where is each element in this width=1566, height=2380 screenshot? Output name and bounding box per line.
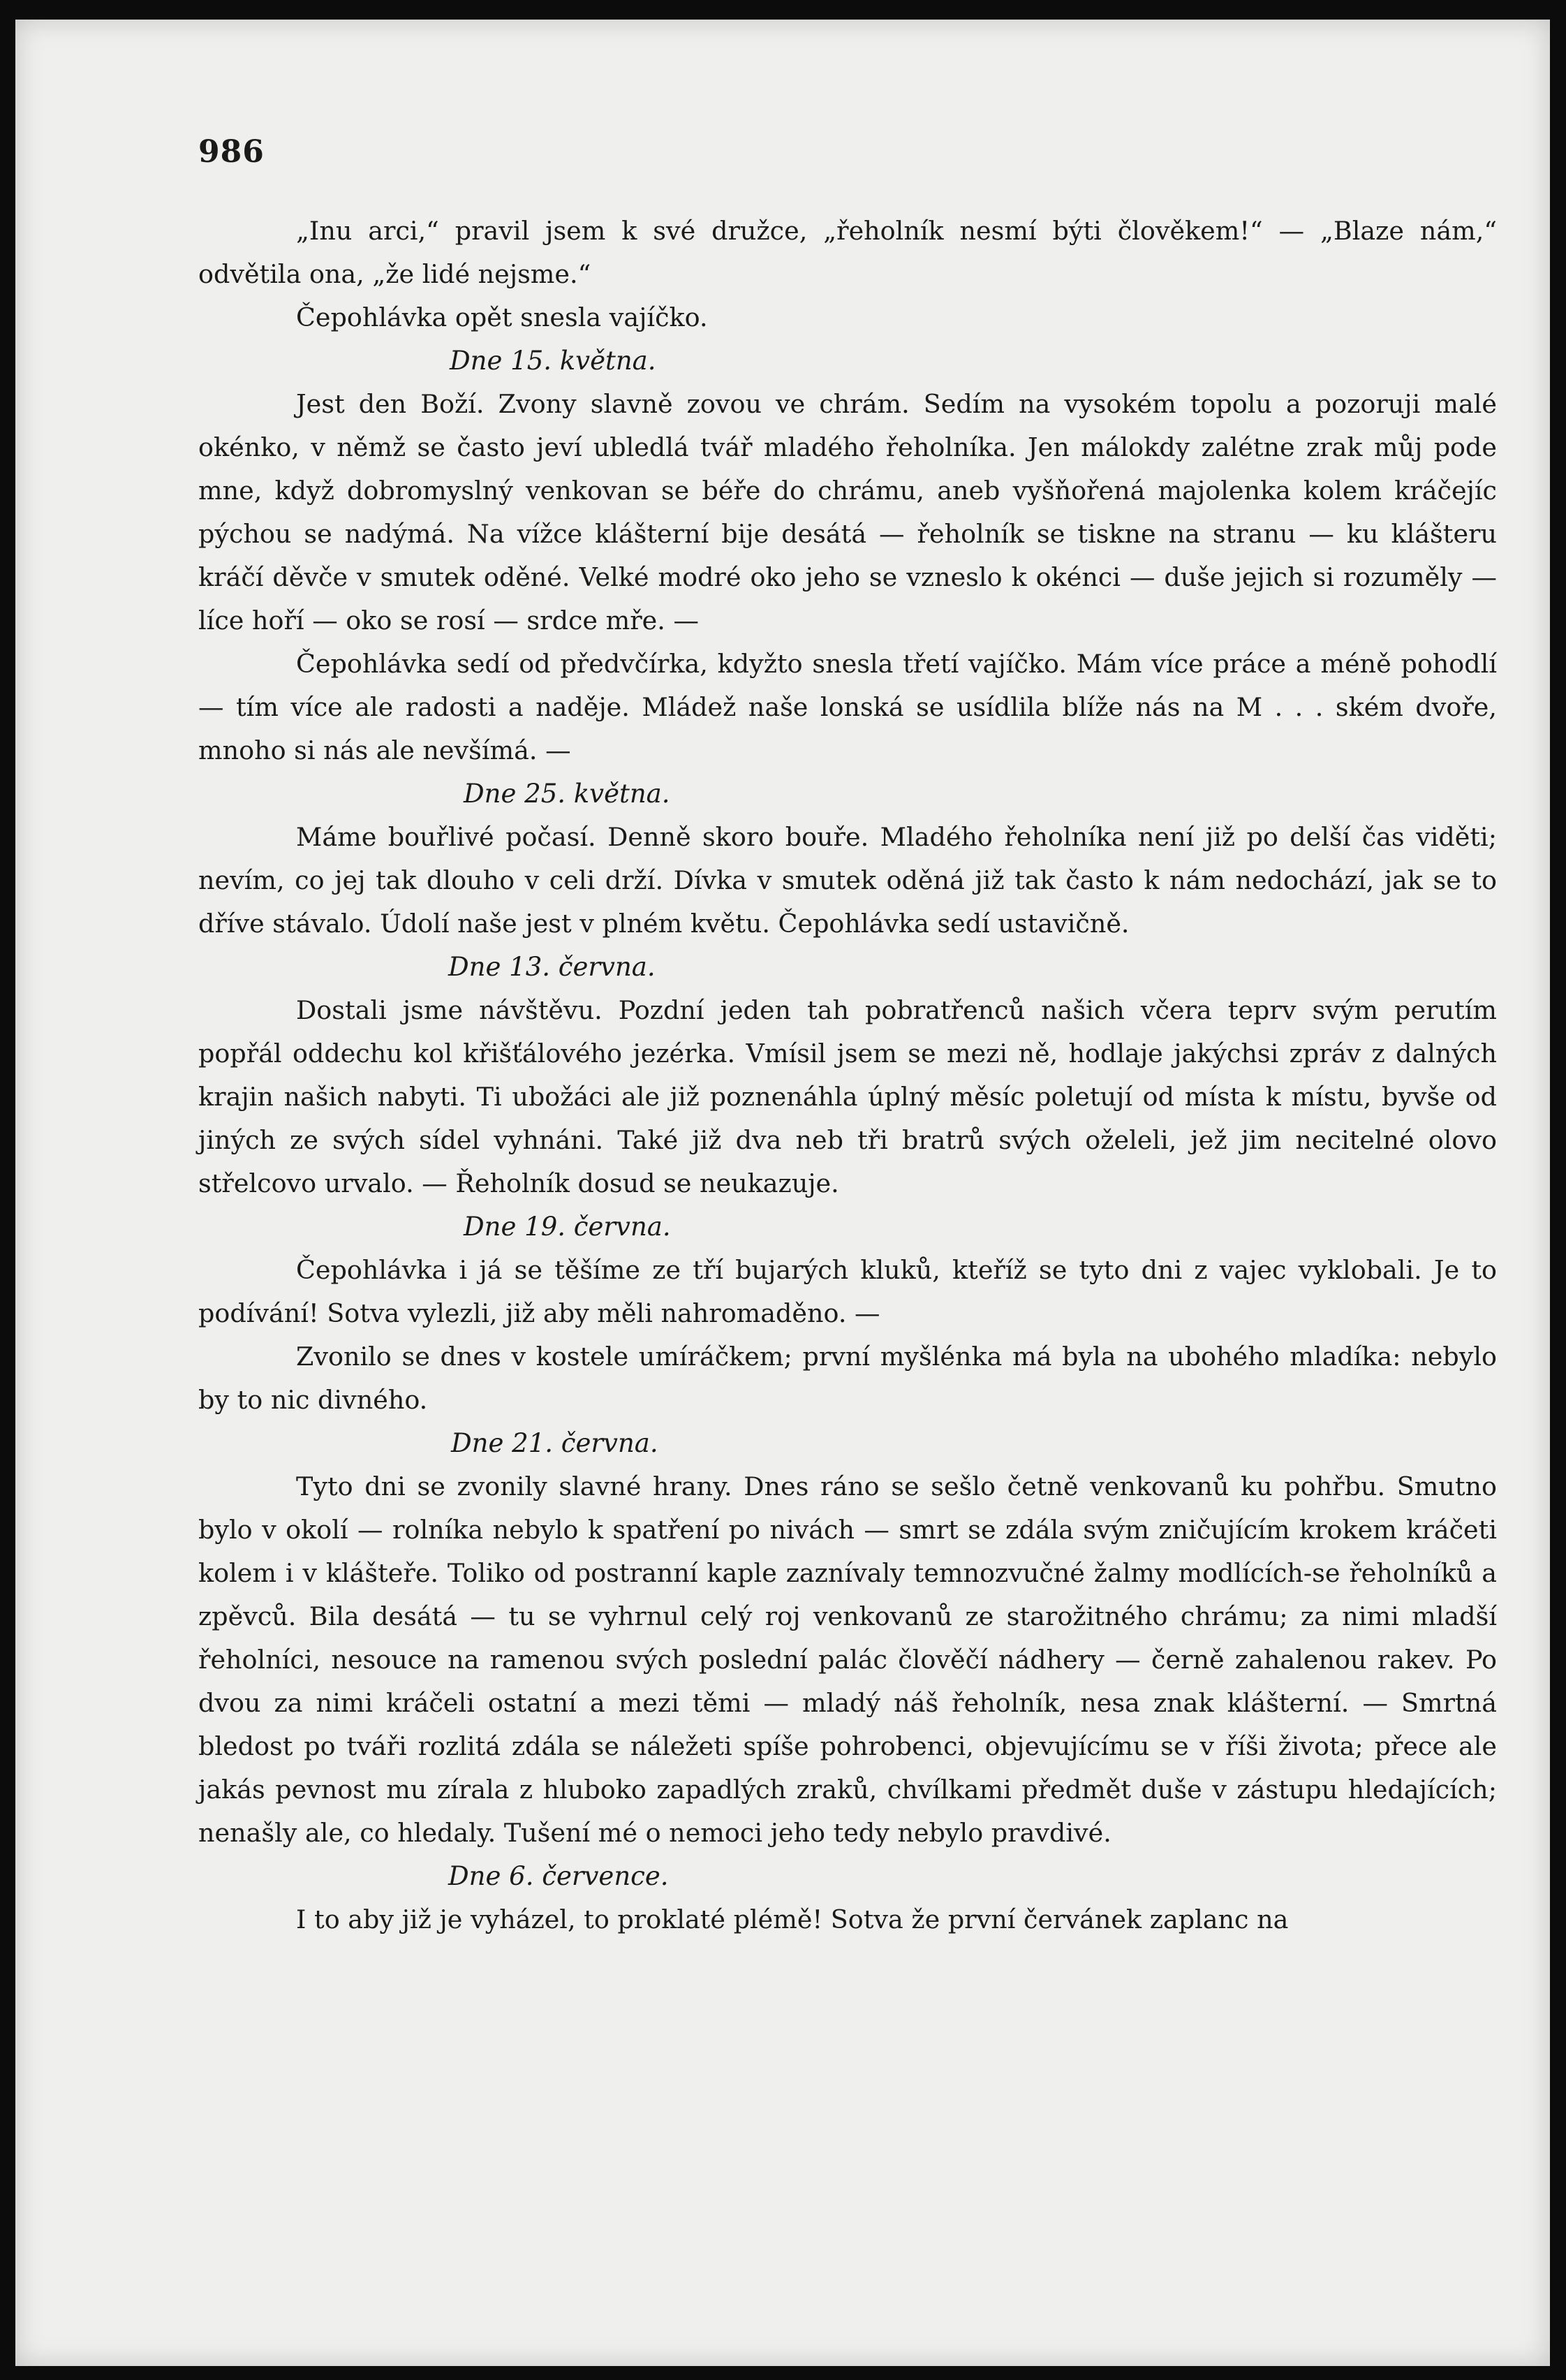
paragraph: „Inu arci,“ pravil jsem k své družce, „řeholník nesmí býti člověkem!“ — „Blaze nám,“ odvětila ona, „že lidé nejsme.“	[198, 216, 1497, 289]
paragraph: Čepohlávka sedí od předvčírka, kdyžto snesla třetí vajíčko. Mám více práce a méně pohodlí — tím více ale radosti a naděje. Mládež naše lonská se usídlila blíže nás na M . . . ském dvoře, mnoho si nás ale nevšímá. —	[198, 649, 1497, 765]
paragraph: Tyto dni se zvonily slavné hrany. Dnes ráno se sešlo četně venkovanů ku pohřbu. Smutno bylo v okolí — rolníka nebylo k spatření po nivách — smrt se zdála svým zničujícím krokem kráčeti kolem i v klášteře. Toliko od postranní kaple zaznívaly temnozvučné žalmy modlících-se řeholníků a zpěvců. Bila desátá — tu se vyhrnul celý roj venkovanů ze starožitného chrámu; za nimi mladší řeholníci, nesouce na ramenou svých poslední palác člověčí nádhery — černě zahalenou rakev. Po dvou za nimi kráčeli ostatní a mezi těmi — mladý náš řeholník, nesa znak klášterní. — Smrtná bledost po tváři rozlitá zdála se náležeti spíše pohrobenci, objevujícímu se v říši života; přece ale jakás pevnost mu zírala z hluboko zapadlých zraků, chvílkami předmět duše v zástupu hledajících; nenašly ale, co hledaly. Tušení mé o nemoci jeho tedy nebylo pravdivé.	[198, 1471, 1497, 1848]
diary-date-heading: Dne 13. června.	[448, 952, 656, 982]
diary-date-heading: Dne 15. května.	[450, 346, 656, 376]
page-number: 986	[198, 134, 265, 170]
paragraph: Zvonilo se dnes v kostele umíráčkem; první myšlénka má byla na ubohého mladíka: nebylo by to nic divného.	[198, 1342, 1497, 1415]
paragraph: Čepohlávka i já se těšíme ze tří bujarých kluků, kteříž se tyto dni z vajec vyklobali. Je to podívání! Sotva vylezli, již aby měli nahromaděno. —	[198, 1255, 1497, 1328]
diary-date-heading: Dne 21. června.	[451, 1428, 658, 1458]
diary-date-heading: Dne 6. července.	[448, 1861, 669, 1891]
scanned-page-sheet	[15, 20, 1550, 2366]
paragraph: Dostali jsme návštěvu. Pozdní jeden tah pobratřenců našich včera teprv svým perutím popřál oddechu kol křišťálového jezérka. Vmísil jsem se mezi ně, hodlaje jakýchsi zpráv z dalných krajin našich nabyti. Ti ubožáci ale již poznenáhla úplný měsíc poletují od místa k místu, byvše od jiných ze svých sídel vyhnáni. Také již dva neb tři bratrů svých oželeli, jež jim necitelné olovo střelcovo urvalo. — Řeholník dosud se neukazuje.	[198, 995, 1497, 1198]
diary-date-heading: Dne 19. června.	[464, 1212, 671, 1242]
paragraph: I to aby již je vyházel, to proklaté plémě! Sotva že první červánek zaplanc na	[296, 1904, 1289, 1934]
paragraph: Čepohlávka opět snesla vajíčko.	[296, 302, 708, 332]
diary-date-heading: Dne 25. května.	[464, 779, 670, 809]
paragraph: Jest den Boží. Zvony slavně zovou ve chrám. Sedím na vysokém topolu a pozoruji malé okénko, v němž se často jeví ubledlá tvář mladého řeholníka. Jen málokdy zalétne zrak můj pode mne, když dobromyslný venkovan se béře do chrámu, aneb vyšňořená majolenka kolem kráčejíc pýchou se nadýmá. Na vížce klášterní bije desátá — řeholník se tiskne na stranu — ku klášteru kráčí děvče v smutek oděné. Velké modré oko jeho se vzneslo k okénci — duše jejich si rozuměly — líce hoří — oko se rosí — srdce mře. —	[198, 389, 1497, 636]
page-body	[198, 131, 1497, 1941]
paragraph: Máme bouřlivé počasí. Denně skoro bouře. Mladého řeholníka není již po delší čas viděti; nevím, co jej tak dlouho v celi drží. Dívka v smutek oděná již tak často k nám nedochází, jak se to dříve stávalo. Údolí naše jest v plném květu. Čepohlávka sedí ustavičně.	[198, 822, 1497, 939]
